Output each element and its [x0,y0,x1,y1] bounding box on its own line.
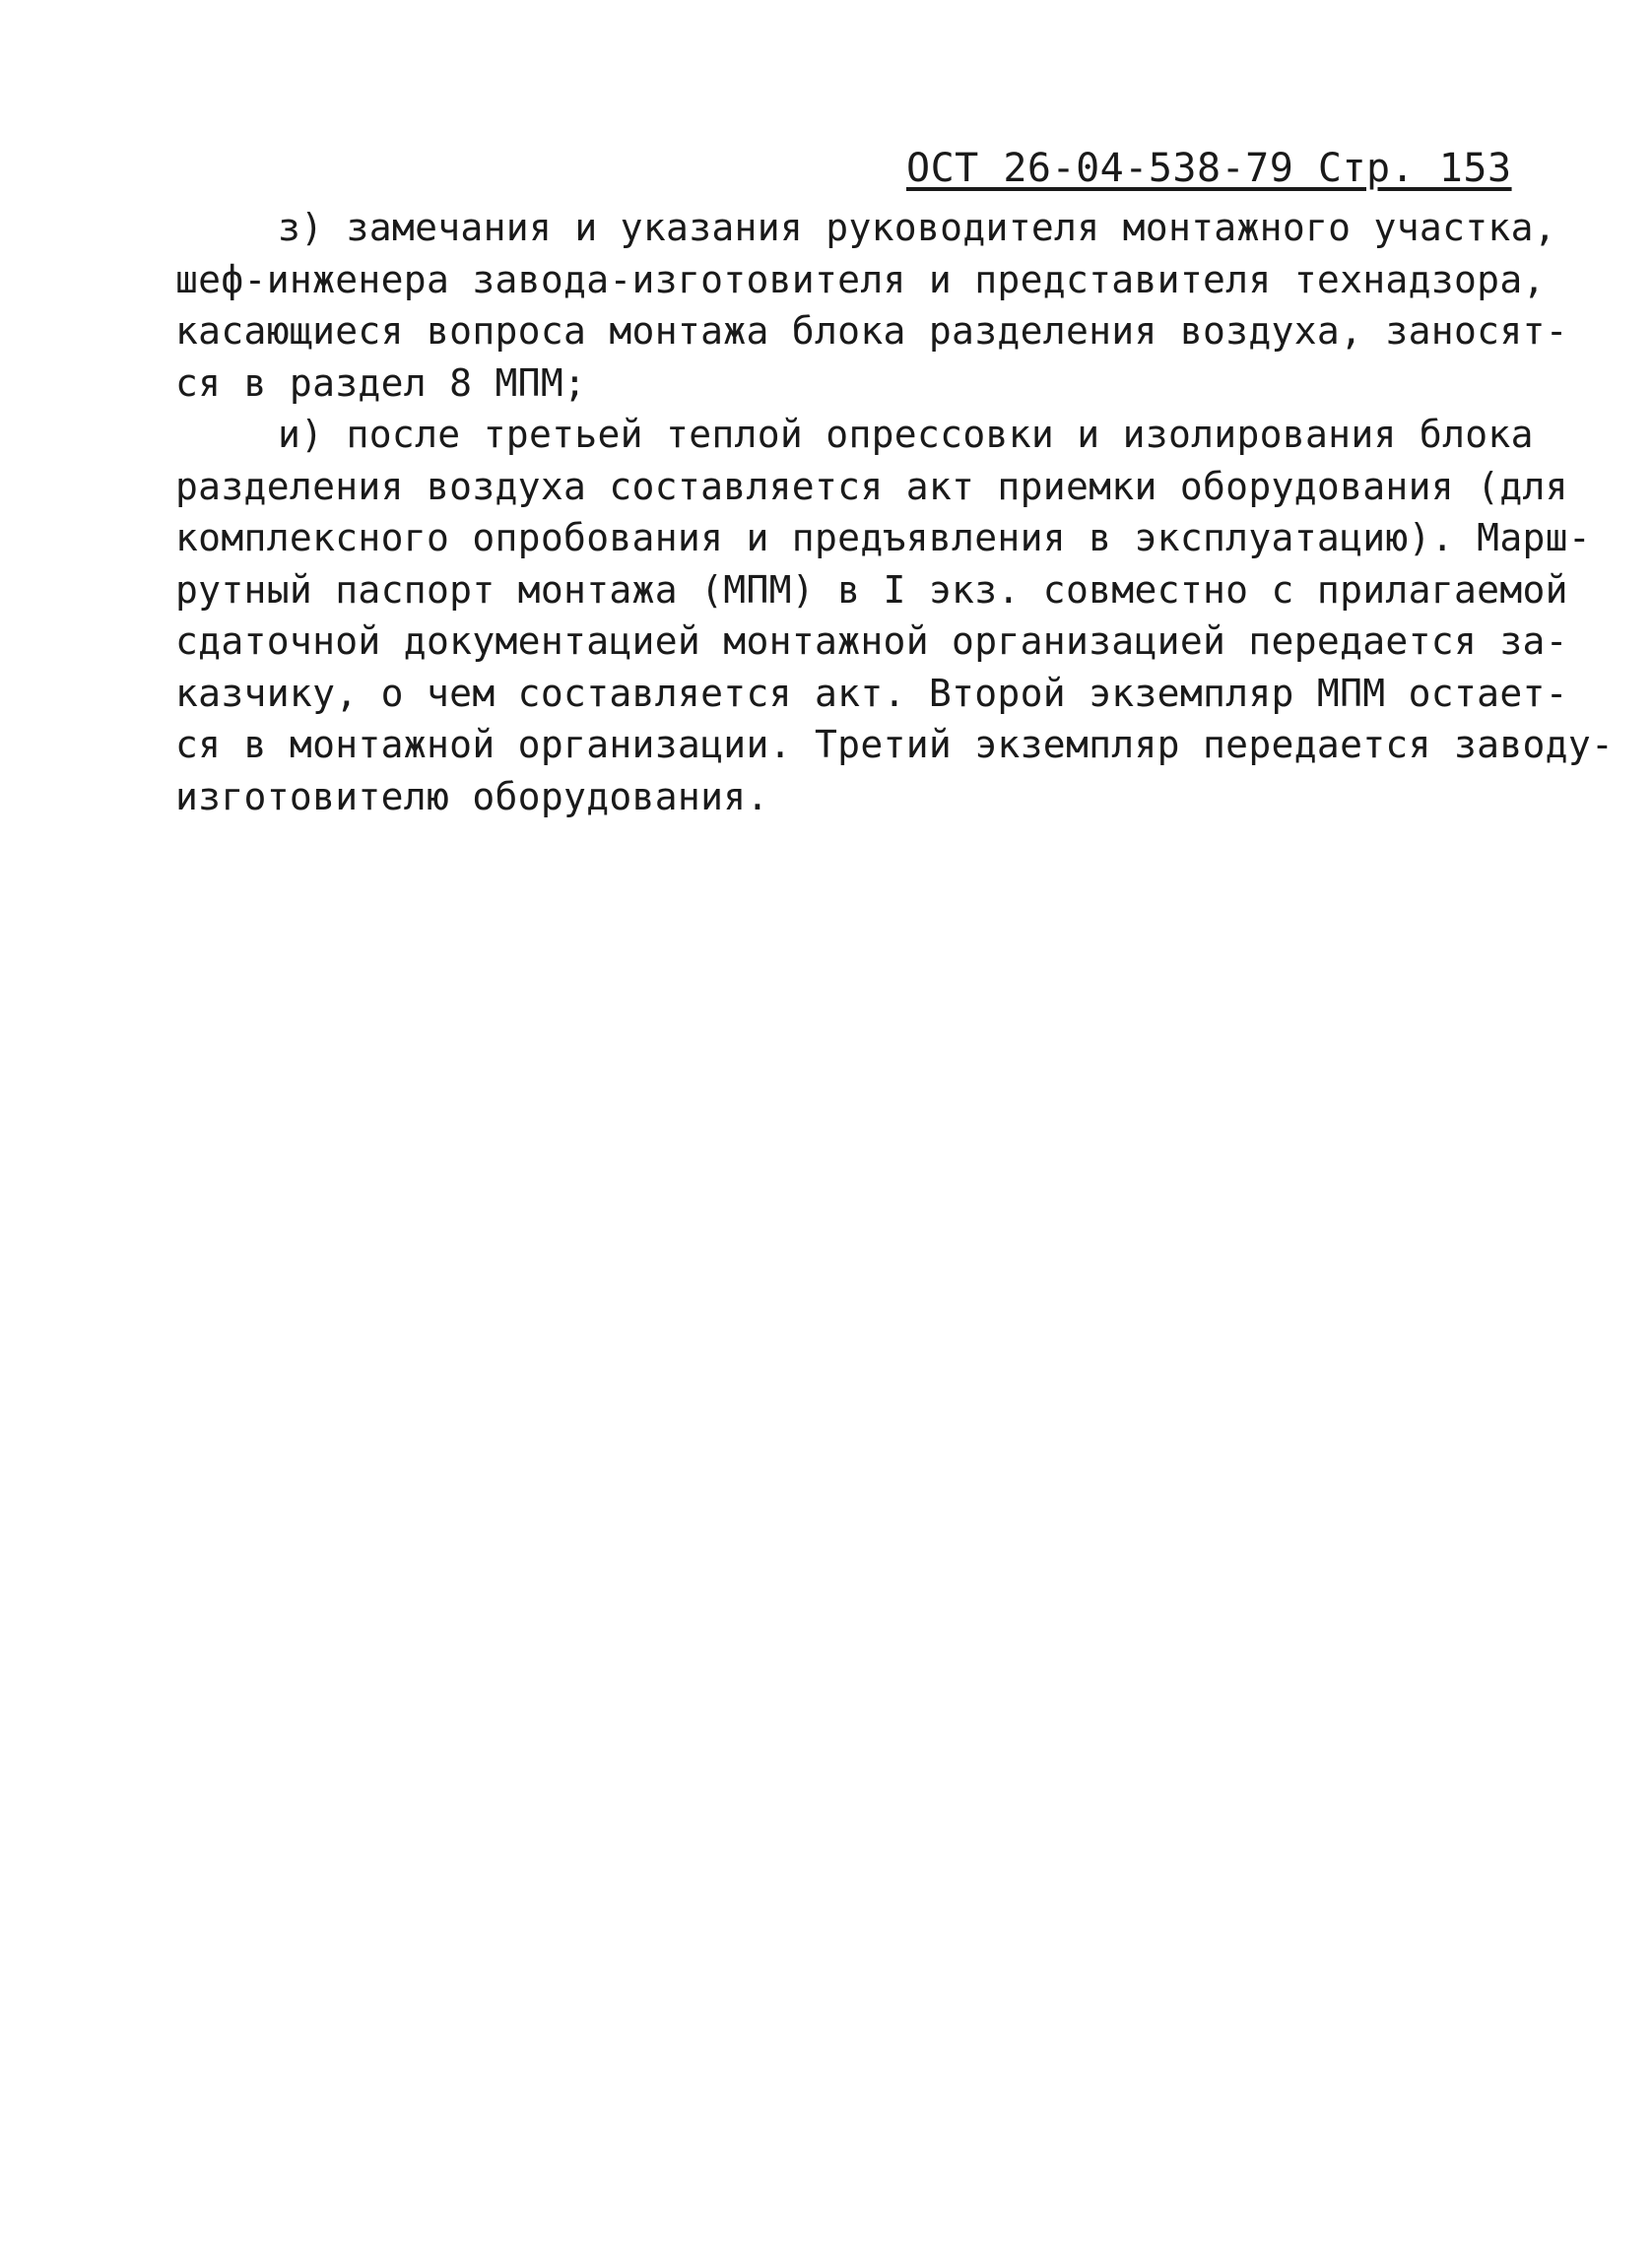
text-line: ся в раздел 8 МПМ; [175,360,587,405]
text-line: разделения воздуха составляется акт приемки оборудования (для [175,464,1568,508]
paragraph-z [175,202,1568,409]
document-body [175,202,1615,822]
text-line: комплексного опробования и предъявления в эксплуатацию). Марш- [175,516,1592,559]
paragraph-i [175,409,1615,822]
text-line: шеф-инженера завода-изготовителя и представителя технадзора, [175,257,1546,301]
text-line: и) после третьей теплой опрессовки и изолирования блока [278,413,1534,456]
document-header-reference: ОСТ 26-04-538-79 Стр. 153 [906,146,1512,191]
text-line: казчику, о чем составляется акт. Второй экземпляр МПМ остает- [175,671,1568,715]
text-line: ся в монтажной организации. Третий экземпляр передается заводу- [175,723,1615,766]
text-line: касающиеся вопроса монтажа блока разделения воздуха, заносят- [175,309,1568,353]
text-line: сдаточной документацией монтажной организацией передается за- [175,619,1568,663]
text-line: з) замечания и указания руководителя монтажного участка, [278,206,1556,249]
text-line: рутный паспорт монтажа (МПМ) в I экз. совместно с прилагаемой [175,567,1568,612]
text-line: изготовителю оборудования. [175,774,769,818]
